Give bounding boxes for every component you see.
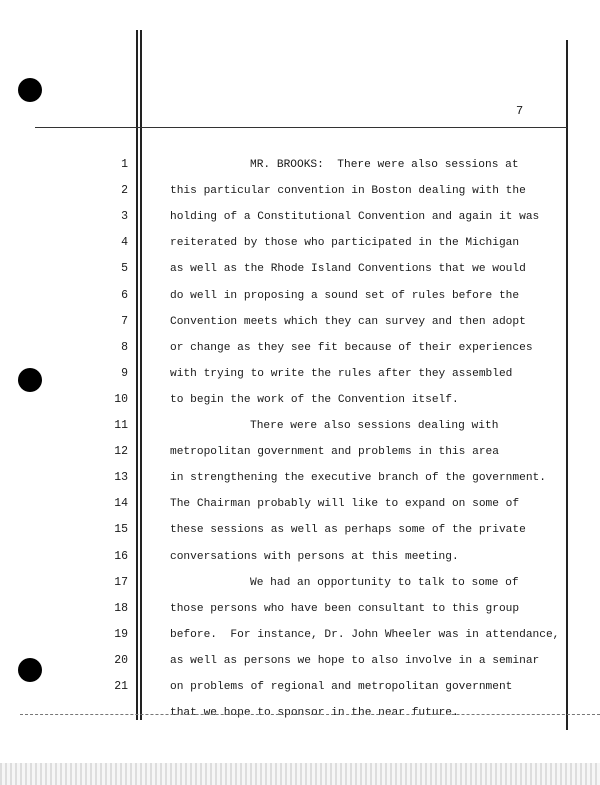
transcript-line: to begin the work of the Convention itself. xyxy=(170,393,459,406)
line-number: 4 xyxy=(121,236,128,250)
line-number: 5 xyxy=(121,262,128,276)
line-number: 16 xyxy=(114,549,128,563)
line-number: 14 xyxy=(114,497,128,511)
line-number: 8 xyxy=(121,340,128,354)
transcript-line: conversations with persons at this meeting. xyxy=(170,550,459,563)
transcript-line: these sessions as well as perhaps some of the private xyxy=(170,524,526,537)
page-number: 7 xyxy=(516,104,524,118)
footer-rule xyxy=(20,714,600,715)
line-number: 6 xyxy=(121,288,128,302)
transcript-line: MR. BROOKS: There were also sessions at xyxy=(250,159,519,171)
line-number: 13 xyxy=(114,471,128,485)
line-number: 7 xyxy=(121,314,128,328)
line-number: 10 xyxy=(114,392,128,406)
line-number: 18 xyxy=(114,601,128,615)
transcript-line: or change as they see fit because of their experiences xyxy=(170,341,533,354)
transcript-line: on problems of regional and metropolitan government xyxy=(170,681,513,693)
line-number: 11 xyxy=(114,419,128,432)
transcript-line: with trying to write the rules after they assembled xyxy=(170,367,513,380)
line-number: 15 xyxy=(114,523,128,537)
transcript-line: do well in proposing a sound set of rules before the xyxy=(170,289,520,302)
line-number: 20 xyxy=(114,653,128,667)
transcript-line: before. For instance, Dr. John Wheeler was in attendance, xyxy=(170,628,560,641)
transcript-line: Convention meets which they can survey and then adopt xyxy=(170,315,526,328)
punch-hole xyxy=(18,78,42,102)
line-number: 3 xyxy=(121,210,128,224)
line-number: 12 xyxy=(114,445,128,459)
punch-hole xyxy=(18,658,42,682)
right-margin-line xyxy=(566,40,568,730)
line-number: 9 xyxy=(121,366,128,380)
transcript-line: holding of a Constitutional Convention and again it was xyxy=(170,211,540,224)
line-number: 17 xyxy=(114,575,128,589)
transcript-line: this particular convention in Boston dealing with the xyxy=(170,185,526,198)
line-number: 21 xyxy=(114,680,128,693)
line-number: 19 xyxy=(114,627,128,641)
margin-line xyxy=(140,30,142,720)
transcript-line: as well as persons we hope to also involve in a seminar xyxy=(170,654,540,667)
transcript-line: in strengthening the executive branch of the government. xyxy=(170,472,546,485)
punch-hole xyxy=(18,368,42,392)
line-number: 1 xyxy=(121,158,128,171)
transcript-line: We had an opportunity to talk to some of xyxy=(250,576,519,589)
transcript-line: reiterated by those who participated in the Michigan xyxy=(170,237,520,250)
margin-line xyxy=(136,30,138,720)
transcript-line: as well as the Rhode Island Conventions that we would xyxy=(170,263,526,276)
header-rule xyxy=(35,127,567,128)
transcript-line: that we hope to sponsor in the near future. xyxy=(170,707,459,720)
transcript-line: metropolitan government and problems in this area xyxy=(170,446,499,459)
transcript-line: The Chairman probably will like to expand on some of xyxy=(170,498,520,511)
line-number: 2 xyxy=(121,184,128,198)
scan-noise xyxy=(0,763,600,785)
transcript-line: those persons who have been consultant to this group xyxy=(170,602,520,615)
transcript-line: There were also sessions dealing with xyxy=(250,420,499,432)
